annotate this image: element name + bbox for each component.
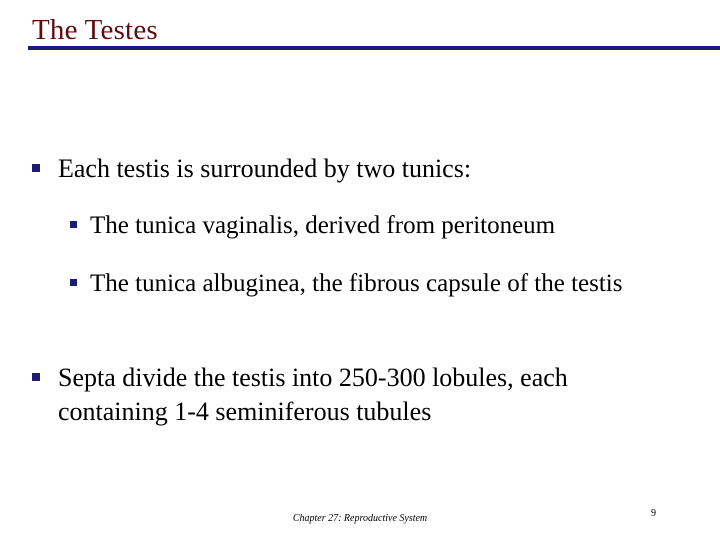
square-bullet-icon xyxy=(70,279,77,286)
square-bullet-icon xyxy=(70,221,77,228)
sub-bullet-text: The tunica vaginalis, derived from peritoneum xyxy=(90,212,556,239)
bullet-text: Septa divide the testis into 250-300 lobules, each containing 1-4 seminiferous tubules xyxy=(58,363,568,426)
square-bullet-icon xyxy=(32,373,40,381)
page-number: 9 xyxy=(651,508,656,519)
title-underline-rule xyxy=(28,46,720,50)
bullet-tunics xyxy=(32,152,672,186)
bullet-text: Each testis is surrounded by two tunics: xyxy=(58,154,472,183)
sub-bullet-tunica-vaginalis xyxy=(70,210,670,241)
sub-bullet-text: The tunica albuginea, the fibrous capsule of the testis xyxy=(90,270,623,297)
bullet-septa-lobules xyxy=(32,361,672,429)
footer-chapter-label: Chapter 27: Reproductive System xyxy=(292,513,428,524)
square-bullet-icon xyxy=(32,164,40,172)
slide-title: The Testes xyxy=(32,14,158,46)
sub-bullet-tunica-albuginea xyxy=(70,268,660,299)
